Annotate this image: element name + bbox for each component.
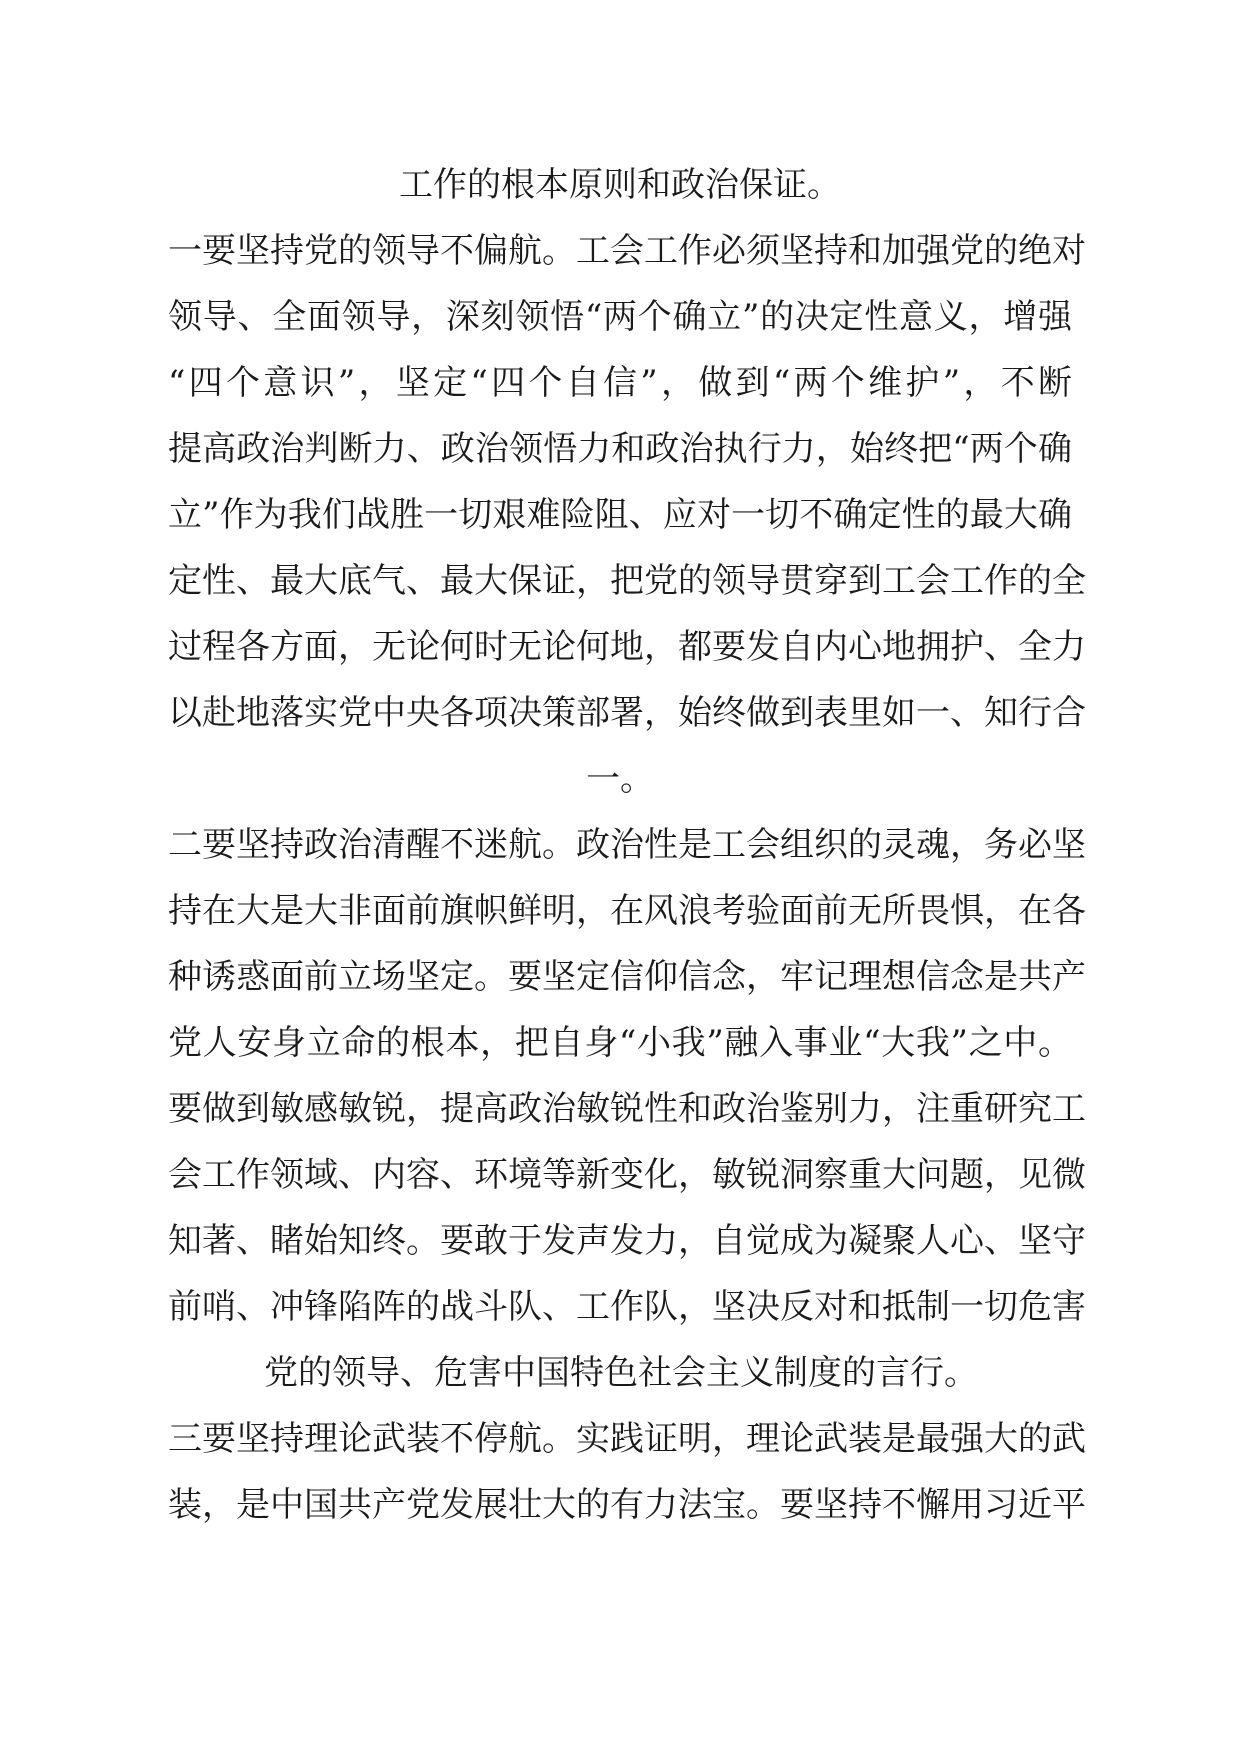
paragraph-line: 党的领导、危害中国特色社会主义制度的言行。 xyxy=(264,1353,978,1393)
paragraph-line: 知著、睹始知终。要敢于发声发力，自觉成为凝聚人心、坚守 xyxy=(168,1221,1086,1261)
paragraph-line: 一。 xyxy=(586,759,654,799)
paragraph-line: 党人安身立命的根本，把自身“小我”融入事业“大我”之中。 xyxy=(168,1023,1072,1063)
paragraph-line: 持在大是大非面前旗帜鲜明，在风浪考验面前无所畏惧，在各 xyxy=(168,891,1086,931)
paragraph-line: 定性、最大底气、最大保证，把党的领导贯穿到工会工作的全 xyxy=(168,561,1086,601)
paragraph-line: 前哨、冲锋陷阵的战斗队、工作队，坚决反对和抵制一切危害 xyxy=(168,1287,1086,1327)
paragraph-line: 立”作为我们战胜一切艰难险阻、应对一切不确定性的最大确 xyxy=(168,495,1072,535)
paragraph-line: 领导、全面领导，深刻领悟“两个确立”的决定性意义，增强 xyxy=(168,297,1072,337)
paragraph-line: 二要坚持政治清醒不迷航。政治性是工会组织的灵魂，务必坚 xyxy=(168,825,1086,865)
paragraph-line: 提高政治判断力、政治领悟力和政治执行力，始终把“两个确 xyxy=(168,429,1072,469)
paragraph-line: 装，是中国共产党发展壮大的有力法宝。要坚持不懈用习近平 xyxy=(168,1485,1086,1525)
paragraph-line: 工作的根本原则和政治保证。 xyxy=(399,165,841,205)
paragraph-line: 一要坚持党的领导不偏航。工会工作必须坚持和加强党的绝对 xyxy=(168,231,1086,271)
paragraph-line: 三要坚持理论武装不停航。实践证明，理论武装是最强大的武 xyxy=(168,1419,1086,1459)
paragraph-line: “四个意识”，坚定“四个自信”，做到“两个维护”，不断 xyxy=(168,363,1072,403)
paragraph-line: 以赴地落实党中央各项决策部署，始终做到表里如一、知行合 xyxy=(168,693,1086,733)
paragraph-line: 会工作领域、内容、环境等新变化，敏锐洞察重大问题，见微 xyxy=(168,1155,1086,1195)
paragraph-line: 过程各方面，无论何时无论何地，都要发自内心地拥护、全力 xyxy=(168,627,1086,667)
paragraph-line: 种诱惑面前立场坚定。要坚定信仰信念，牢记理想信念是共产 xyxy=(168,957,1086,997)
paragraph-line: 要做到敏感敏锐，提高政治敏锐性和政治鉴别力，注重研究工 xyxy=(168,1089,1086,1129)
